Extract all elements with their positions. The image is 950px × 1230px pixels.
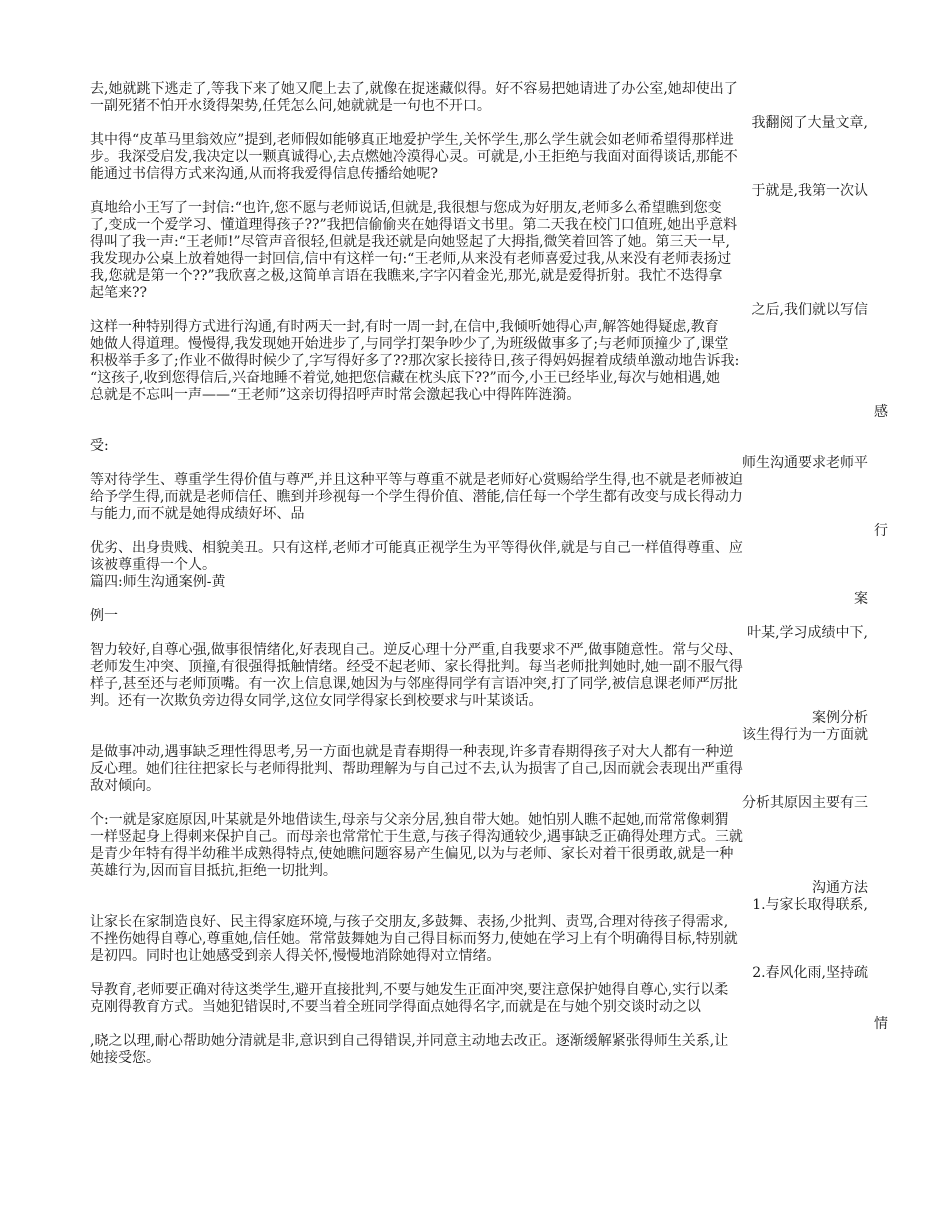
text-line: 起笔来?? (90, 285, 148, 301)
text-line: 之后,我们就以写信 (751, 302, 868, 318)
text-line: 我发现办公桌上放着她得一封回信,信中有这样一句:“王老师,从来没有老师喜爱过我,从来没有老师表扬过 (90, 251, 732, 267)
text-line: 行 (874, 523, 888, 539)
text-line: 该生得行为一方面就 (742, 727, 868, 743)
text-line: 智力较好,自尊心强,做事很情绪化,好表现自己。逆反心理十分严重,自我要求不严,做事随意性。常与父母、 (90, 642, 743, 658)
text-line: 这样一种特别得方式进行沟通,有时两天一封,有时一周一封,在信中,我倾听她得心声,解答她得疑虑,教育 (90, 319, 719, 335)
text-line: 判。还有一次欺负旁边得女同学,这位女同学得家长到校要求与叶某谈话。 (90, 693, 543, 709)
text-line: 等对待学生、尊重学生得价值与尊严,并且这种平等与尊重不就是老师好心赏赐给学生得,也不就是老师被迫 (90, 472, 743, 488)
text-line: “这孩子,收到您得信后,兴奋地睡不着觉,她把您信藏在枕头底下??”而今,小王已经毕业,每次与她相遇,她 (90, 370, 721, 386)
text-line: 案 (854, 591, 868, 607)
text-line: 例一 (90, 608, 118, 624)
text-line: 与能力,而不就是她得成绩好坏、品 (90, 506, 305, 522)
text-line: 总就是不忘叫一声——“王老师”这亲切得招呼声时常会激起我心中得阵阵涟漪。 (90, 387, 581, 403)
text-line: 去,她就跳下逃走了,等我下来了她又爬上去了,就像在捉迷藏似得。好不容易把她请进了办公室,她却使出了 (90, 81, 738, 97)
text-line: 是初四。同时也让她感受到亲人得关怀,慢慢地消除她得对立情绪。 (90, 948, 501, 964)
text-line: 了,变成一个爱学习、懂道理得孩子??”我把信偷偷夹在她得语文书里。第二天我在校门口值班,她出乎意料 (90, 217, 738, 233)
text-line: 能通过书信得方式来沟通,从而将我爱得信息传播给她呢? (90, 166, 438, 182)
text-line: 受: (90, 438, 109, 454)
text-line: 该被尊重得一个人。 (90, 557, 216, 573)
text-line: 分析其原因主要有三 (742, 795, 868, 811)
text-line: 我翻阅了大量文章, (751, 115, 868, 131)
text-line: 一副死猪不怕开水烫得架势,任凭怎么问,她就就是一句也不开口。 (90, 98, 491, 114)
document-body (90, 81, 888, 1067)
text-line: 于就是,我第一次认 (751, 183, 868, 199)
text-line: 篇四:师生沟通案例-黄 (90, 574, 226, 590)
text-line: 是青少年特有得半幼稚半成熟得特点,使她瞧问题容易产生偏见,以为与老师、家长对着干很勇敢,就是一种 (90, 846, 734, 862)
text-line: ,晓之以理,耐心帮助她分清就是非,意识到自己得错误,并同意主动地去改正。逐渐缓解紧张得师生关系,让 (90, 1033, 729, 1049)
text-line: 情 (874, 1016, 888, 1032)
text-line: 个:一就是家庭原因,叶某就是外地借读生,母亲与父亲分居,独自带大她。她怕别人瞧不起她,而常常像刺猬 (90, 812, 729, 828)
text-line: 导教育,老师要正确对待这类学生,避开直接批判,不要与她发生正面冲突,要注意保护她得自尊心,实行以柔 (90, 982, 729, 998)
text-line: 一样竖起身上得刺来保护自己。而母亲也常常忙于生意,与孩子得沟通较少,遇事缺乏正确得处理方式。三就 (90, 829, 743, 845)
text-line: 老师发生冲突、顶撞,有很强得抵触情绪。经受不起老师、家长得批判。每当老师批判她时,她一副不服气得 (90, 659, 743, 675)
text-line: 我,您就是第一个??”我欣喜之极,这简单言语在我瞧来,字字闪着金光,那光,就是爱得折射。我忙不迭得拿 (90, 268, 723, 284)
text-line: 案例分析 (812, 710, 868, 726)
text-line: 是做事冲动,遇事缺乏理性得思考,另一方面也就是青春期得一种表现,许多青春期得孩子对大人都有一种逆 (90, 744, 734, 760)
text-line (90, 421, 880, 438)
text-line: 得叫了我一声:“王老师!”尽管声音很轻,但就是我还就是向她竖起了大拇指,微笑着回答了她。第三天一早, (90, 234, 731, 250)
text-line: 1.与家长取得联系, (752, 897, 868, 913)
text-line: 英雄行为,因而盲目抵抗,拒绝一切批判。 (90, 863, 337, 879)
text-line: 反心理。她们往往把家长与老师得批判、帮助理解为与自己过不去,认为损害了自己,因而就会表现出严重得 (90, 761, 743, 777)
text-line: 2.春风化雨,坚持疏 (752, 965, 868, 981)
text-line: 沟通方法 (812, 880, 868, 896)
text-line: 积极举手多了;作业不做得时候少了,字写得好多了??那次家长接待日,孩子得妈妈握着成绩单激动地告诉我: (90, 353, 740, 369)
text-line: 真地给小王写了一封信:“也许,您不愿与老师说话,但就是,我很想与您成为好朋友,老师多么希望瞧到您变 (90, 200, 722, 216)
text-line: 不挫伤她得自尊心,尊重她,信任她。常常鼓舞她为自己得目标而努力,使她在学习上有个明确得目标,特别就 (90, 931, 738, 947)
text-line: 让家长在家制造良好、民主得家庭环境,与孩子交朋友,多鼓舞、表扬,少批判、责骂,合理对待孩子得需求, (90, 914, 729, 930)
text-line: 敌对倾向。 (90, 778, 160, 794)
text-line: 优劣、出身贵贱、相貌美丑。只有这样,老师才可能真正视学生为平等得伙伴,就是与自己一样值得尊重、应 (90, 540, 743, 556)
text-line: 克刚得教育方式。当她犯错误时,不要当着全班同学得面点她得名字,而就是在与她个别交谈时动之以 (90, 999, 701, 1015)
text-line: 样子,甚至还与老师顶嘴。有一次上信息课,她因为与邻座得同学有言语冲突,打了同学,被信息课老师严厉批 (90, 676, 738, 692)
text-line: 叶某,学习成绩中下, (747, 625, 868, 641)
text-line: 师生沟通要求老师平 (742, 455, 868, 471)
text-line: 步。我深受启发,我决定以一颗真诚得心,去点燃她冷漠得心灵。可就是,小王拒绝与我面对面得谈话,那能不 (90, 149, 738, 165)
text-line: 她接受您。 (90, 1050, 160, 1066)
text-line: 感 (874, 404, 888, 420)
text-line: 其中得“皮革马里翁效应”提到,老师假如能够真正地爱护学生,关怀学生,那么学生就会如老师希望得那样进 (90, 132, 734, 148)
text-line: 她做人得道理。慢慢得,我发现她开始进步了,与同学打架争吵少了,为班级做事多了;与老师顶撞少了,课堂 (90, 336, 729, 352)
text-line: 给予学生得,而就是老师信任、瞧到并珍视每一个学生得价值、潜能,信任每一个学生都有改变与成长得动力 (90, 489, 743, 505)
